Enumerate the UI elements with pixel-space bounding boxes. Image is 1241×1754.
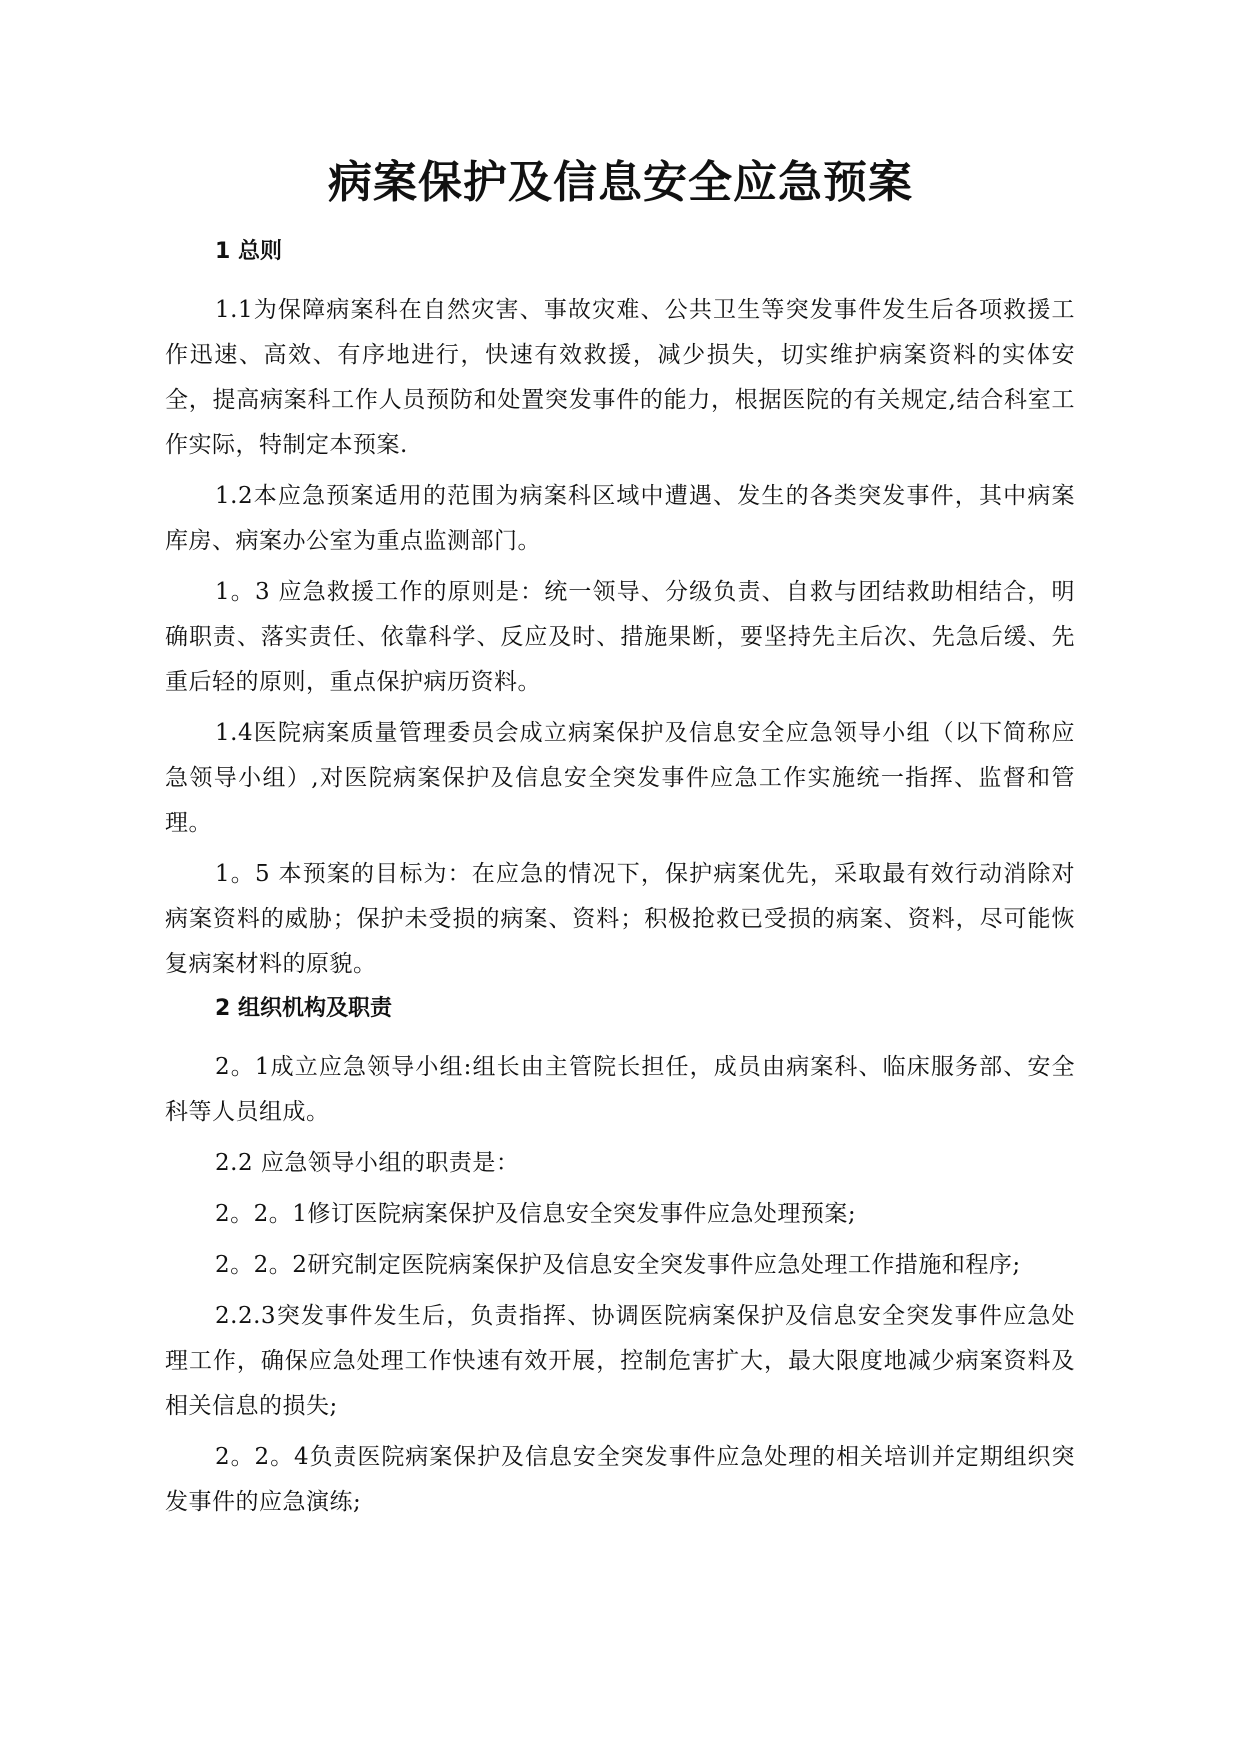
paragraph-1-4: 1.4医院病案质量管理委员会成立病案保护及信息安全应急领导小组（以下简称应急领导小组）,对医院病案保护及信息安全突发事件应急工作实施统一指挥、监督和管理。 bbox=[165, 720, 1075, 836]
paragraph-2-1: 2。1成立应急领导小组:组长由主管院长担任，成员由病案科、临床服务部、安全科等人员组成。 bbox=[165, 1054, 1075, 1125]
paragraph-2-2-3: 2.2.3突发事件发生后，负责指挥、协调医院病案保护及信息安全突发事件应急处理工作，确保应急处理工作快速有效开展，控制危害扩大，最大限度地减少病案资料及相关信息的损失; bbox=[165, 1303, 1075, 1419]
paragraph-1-5: 1。5 本预案的目标为：在应急的情况下，保护病案优先，采取最有效行动消除对病案资料的威胁；保护未受损的病案、资料；积极抢救已受损的病案、资料，尽可能恢复病案材料的原貌。 bbox=[165, 861, 1075, 977]
paragraph-2-2: 2.2 应急领导小组的职责是： bbox=[215, 1150, 520, 1176]
paragraph-1-3: 1。3 应急救援工作的原则是：统一领导、分级负责、自救与团结救助相结合，明确职责、落实责任、依靠科学、反应及时、措施果断，要坚持先主后次、先急后缓、先重后轻的原则，重点保护病历资料。 bbox=[165, 579, 1075, 695]
paragraph-2-2-2: 2。2。2研究制定医院病案保护及信息安全突发事件应急处理工作措施和程序; bbox=[215, 1252, 1021, 1278]
document-title: 病案保护及信息安全应急预案 bbox=[328, 157, 913, 208]
section-heading-organization: 2 组织机构及职责 bbox=[215, 996, 392, 1021]
section-heading-general: 1 总则 bbox=[215, 239, 282, 264]
paragraph-2-2-4: 2。2。4负责医院病案保护及信息安全突发事件应急处理的相关培训并定期组织突发事件的应急演练; bbox=[165, 1444, 1075, 1515]
paragraph-1-1: 1.1为保障病案科在自然灾害、事故灾难、公共卫生等突发事件发生后各项救援工作迅速、高效、有序地进行，快速有效救援，减少损失，切实维护病案资料的实体安全，提高病案科工作人员预防和处置突发事件的能力，根据医院的有关规定,结合科室工作实际，特制定本预案. bbox=[165, 297, 1075, 458]
document-body bbox=[165, 236, 1075, 1531]
paragraph-2-2-1: 2。2。1修订医院病案保护及信息安全突发事件应急处理预案; bbox=[215, 1201, 857, 1227]
paragraph-1-2: 1.2本应急预案适用的范围为病案科区域中遭遇、发生的各类突发事件，其中病案库房、病案办公室为重点监测部门。 bbox=[165, 483, 1075, 554]
